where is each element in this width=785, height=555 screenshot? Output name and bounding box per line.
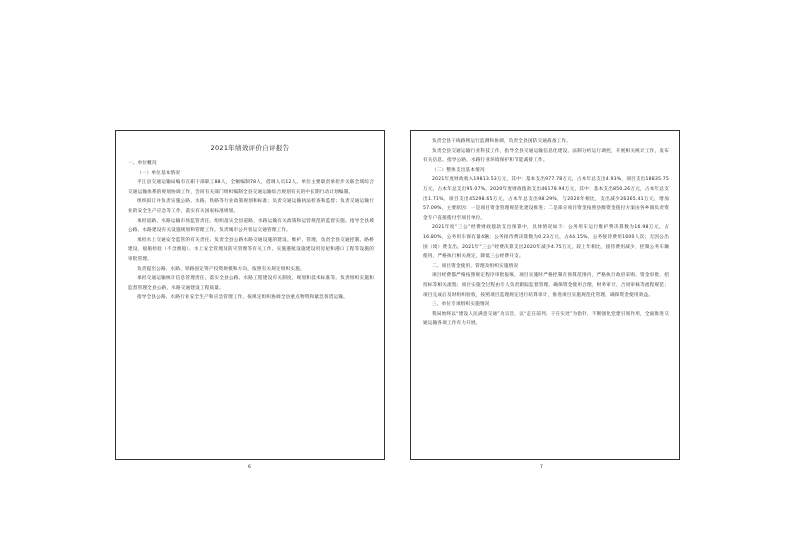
- subsection1-heading: （一）单位基本情况: [137, 170, 181, 176]
- right-paragraph: 负责全县交通运输行业科技工作，指导全县交通运输信息化建设、法制分析运行调控，开展相关统计工作，发布有关信息。指导公路、水路行业环境保护和节能减排工作。: [423, 148, 669, 164]
- left-document-page: [115, 130, 385, 460]
- section1-heading: 一、单位概况: [128, 161, 157, 166]
- left-paragraph: 承担交通运输统计信息管理责任。落实全县公路、水路工程建设有关制度、规划和技术标准等。负责组织实施和监督管理全县公路、水路交通建设工程质量。: [128, 276, 374, 291]
- left-paragraph: 承担道路、水路运输市场监管责任。组织落实全县道路、水路运输有关政策和运营规范的监督实施。指导全县域公路、水路建设有关设施规划和管理工作。负责城市公共客运交通管理工作。: [128, 218, 374, 234]
- right-paragraph: 2021年度“三公”经费财政拨款支出预算中，具体情况如下：公务用车运行维护费决算数为16.98万元，占16.80%，公务用车保有量4辆；公务接待费决算数为0.23万元，占44.15%，公务接待费用1600人次；无因公出国（境）费支出。2021年“三公”经费决算支出2020年减少4.75万元，较上年相比，接待费用减少，控制公务车辆使用，严格执行相关规定，降低三公经费开支。: [423, 225, 669, 260]
- subsection2-heading: （二）整体支出基本情况: [432, 167, 485, 173]
- right-document-page: [410, 130, 680, 460]
- left-page-number: 6: [248, 465, 251, 470]
- right-paragraph: 负责全县干线路网运行监测和协调，负责全县国防交通战备工作。: [432, 139, 572, 144]
- right-page-content: [411, 131, 679, 329]
- section3-heading: 三、单位专项组织实施情况: [432, 302, 490, 308]
- left-paragraph: 负责提出公路、水路、铁路固定资产投资规模和方向，按照有关规定组织实施。: [137, 266, 305, 272]
- left-paragraph: 指导全县公路、水路行业安全生产和应急管理工作，按规定组织协调全县重点物资和紧急客货运输。: [137, 295, 348, 301]
- left-paragraph: 组织拟订并负责实施公路、水路、铁路等行业政策规划和标准；负责交通运输执法检查和监督；负责交通运输行业的安全生产应急等工作，落实有关国家标准规划。: [128, 199, 374, 214]
- left-paragraph: 平江县交通运输局编有在职干部职工88人，全额编制78人，借调人员12人。单位主要职责承担步关联全域综合交通运输体系的规划协调工作，会同有关部门组织编制全县交通运输综合规划有关的中长期行动计划编制。: [128, 180, 374, 195]
- left-paragraph: 承担水上交通安全监管的有关责任。负责全县公路水路交通设施的建设、维护、管理，负责全县交通控制、路桥建设、船舶检验（不含渔船）、水上安全管理及防灾管理等有关工作。实施港航设施建设用房屋和港口工程等设施的审批管理。: [128, 237, 374, 262]
- right-paragraph: 我局始终以“建设人民满意交通”为宗旨，以“走在前列，干在实处”为指针，不断强化党建引领作用，全面推进交通运输各项工作有力开展。: [423, 311, 669, 327]
- right-paragraph: 2021年度财政收入19813.53万元，其中：基本支出977.78万元，占本年总支出4.93%，项目支出18835.75万元，占本年总支出95.07%。2020年度财政拨款支出46178.94万元，其中：基本支出850.26万元，占本年总支出1.71%，项目支出45298.65万元，占本年总支出98.29%，与2020年相比，支出减少26365.41万元，增加57.09%，主要原因：一是项目资金管理规范化建设推进；二是部分项目资金按照县级资金拨付方案由各乡镇负责资金专户直接拨付至项目单位。: [423, 177, 669, 221]
- right-paragraph: 项目经费都严格按照规定程序审批报账，项目实施时严格控制在预算范围内，严格执行政府采购、资金审批、招投标等相关流程；项目实施全过程由专人负责跟踪监督管理，确保资金使用合理，财务审计、合同审核等流程规范；项目完成后及时组织验收，按照项目监理规定进行结算审计，推进项目实施规范化管理，确保资金使用效益。: [423, 273, 669, 298]
- left-page-content: [116, 153, 384, 303]
- right-page-number: 7: [540, 465, 543, 470]
- section2-heading: 二、项目资金使用、管理及组织实施情况: [432, 263, 519, 269]
- report-title: 2021年绩效评价自评报告: [210, 144, 290, 152]
